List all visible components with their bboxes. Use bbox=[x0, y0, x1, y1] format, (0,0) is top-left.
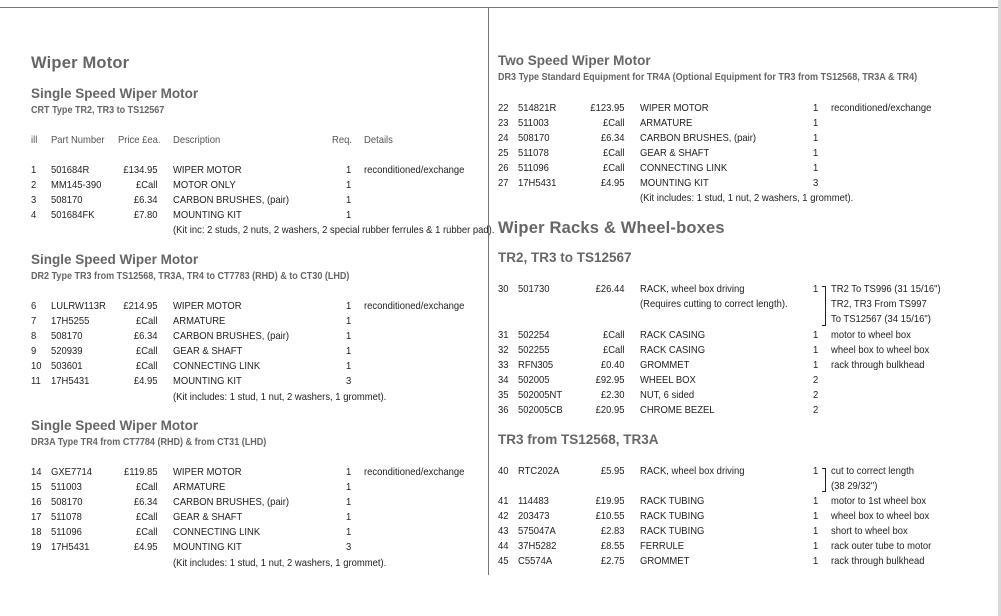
cell-req: 1 bbox=[346, 300, 352, 312]
cell-price: £Call bbox=[602, 117, 625, 129]
cell-req: 1 bbox=[813, 102, 819, 114]
cell-part: MM145-390 bbox=[51, 179, 102, 191]
cell-desc: GEAR & SHAFT bbox=[173, 511, 243, 523]
cell-desc: MOUNTING KIT bbox=[173, 375, 242, 387]
cell-part: LULRW113R bbox=[51, 300, 106, 312]
cell-part: 514821R bbox=[518, 102, 557, 114]
cell-ill: 44 bbox=[498, 540, 509, 552]
cell-req: 1 bbox=[346, 511, 352, 523]
cell-desc: ARMATURE bbox=[640, 117, 693, 129]
cell-ill: 30 bbox=[498, 283, 509, 295]
cell-desc: WIPER MOTOR bbox=[640, 102, 709, 114]
cell-ill: 23 bbox=[498, 117, 509, 129]
cell-part: 511003 bbox=[51, 481, 82, 493]
cell-part: 503601 bbox=[51, 360, 83, 372]
cell-price: £6.34 bbox=[133, 194, 158, 206]
cell-part: C5574A bbox=[518, 555, 553, 567]
header-price: Price £ea. bbox=[118, 134, 161, 146]
cell-price: £2.30 bbox=[600, 389, 625, 401]
cell-price: £4.95 bbox=[133, 375, 158, 387]
cell-details: rack through bulkhead bbox=[831, 359, 925, 371]
cell-req: 1 bbox=[813, 510, 819, 522]
header-req: Req. bbox=[332, 134, 352, 146]
cell-desc: MOUNTING KIT bbox=[640, 177, 709, 189]
cell-part: 502005NT bbox=[518, 389, 563, 401]
header-details: Details bbox=[364, 134, 393, 146]
cell-desc: RACK CASING bbox=[640, 344, 706, 356]
cell-ill: 19 bbox=[31, 541, 42, 553]
cell-desc: MOUNTING KIT bbox=[173, 209, 242, 221]
cell-part: 203473 bbox=[518, 510, 550, 522]
cell-part: 17H5431 bbox=[518, 177, 557, 189]
cell-price: £Call bbox=[135, 345, 158, 357]
cell-details: reconditioned/exchange bbox=[364, 300, 465, 312]
cell-ill: 11 bbox=[31, 375, 41, 387]
top-rule bbox=[0, 7, 1001, 8]
cell-details: wheel box to wheel box bbox=[831, 344, 930, 356]
table-row bbox=[31, 208, 501, 223]
cell-details: cut to correct length bbox=[831, 465, 914, 477]
table-row bbox=[498, 131, 968, 146]
cell-price: £10.55 bbox=[595, 510, 625, 522]
cell-ill: 18 bbox=[31, 526, 42, 538]
cell-details: wheel box to wheel box bbox=[831, 510, 930, 522]
group-title: Single Speed Wiper Motor bbox=[31, 252, 199, 267]
cell-req: 1 bbox=[346, 330, 352, 342]
cell-part: 508170 bbox=[51, 496, 83, 508]
cell-desc: ARMATURE bbox=[173, 315, 226, 327]
cell-price: £Call bbox=[602, 147, 625, 159]
cell-part: 37H5282 bbox=[518, 540, 557, 552]
cell-price: £8.55 bbox=[600, 540, 625, 552]
cell-desc: CHROME BEZEL bbox=[640, 404, 715, 416]
cell-ill: 43 bbox=[498, 525, 509, 537]
cell-details: reconditioned/exchange bbox=[831, 102, 932, 114]
cell-desc: RACK TUBING bbox=[640, 510, 705, 522]
cell-part: 17H5431 bbox=[51, 541, 90, 553]
table-row bbox=[31, 525, 501, 540]
cell-req: 1 bbox=[813, 117, 819, 129]
cell-ill: 17 bbox=[31, 511, 42, 523]
cell-req: 1 bbox=[813, 162, 819, 174]
table-row bbox=[498, 388, 968, 403]
group-title: Two Speed Wiper Motor bbox=[498, 53, 651, 68]
table-row bbox=[31, 495, 501, 510]
group-subtitle: CRT Type TR2, TR3 to TS12567 bbox=[31, 104, 165, 116]
cell-price: £Call bbox=[602, 329, 625, 341]
header-part: Part Number bbox=[51, 134, 105, 146]
cell-ill: 41 bbox=[498, 495, 509, 507]
cell-part: 511003 bbox=[518, 117, 549, 129]
table-row bbox=[498, 161, 968, 176]
cell-ill: 33 bbox=[498, 359, 509, 371]
cell-ill: 27 bbox=[498, 177, 509, 189]
cell-req: 1 bbox=[813, 465, 819, 477]
cell-price: £6.34 bbox=[133, 330, 158, 342]
cell-details: reconditioned/exchange bbox=[364, 466, 465, 478]
header-desc: Description bbox=[173, 134, 221, 146]
cell-details: rack outer tube to motor bbox=[831, 540, 932, 552]
cell-ill: 34 bbox=[498, 374, 509, 386]
cell-ill: 4 bbox=[31, 209, 37, 221]
cell-details: reconditioned/exchange bbox=[364, 164, 465, 176]
cell-part: RTC202A bbox=[518, 465, 560, 477]
cell-req: 2 bbox=[813, 389, 819, 401]
table-row bbox=[31, 193, 501, 208]
header-ill: ill bbox=[31, 134, 38, 146]
cell-desc: CARBON BRUSHES, (pair) bbox=[173, 194, 290, 206]
table-row bbox=[31, 510, 501, 525]
cell-desc: CONNECTING LINK bbox=[173, 526, 261, 538]
cell-ill: 42 bbox=[498, 510, 509, 522]
cell-part: 114483 bbox=[518, 495, 549, 507]
bracket bbox=[822, 468, 826, 492]
cell-desc: WIPER MOTOR bbox=[173, 300, 242, 312]
table-row bbox=[31, 163, 501, 178]
cell-part: 575047A bbox=[518, 525, 556, 537]
cell-ill: 9 bbox=[31, 345, 37, 357]
table-row bbox=[498, 176, 968, 191]
cell-ill: 24 bbox=[498, 132, 509, 144]
cell-desc: CONNECTING LINK bbox=[173, 360, 261, 372]
table-row bbox=[31, 374, 501, 389]
cell-part: 502255 bbox=[518, 344, 550, 356]
cell-req: 3 bbox=[813, 177, 819, 189]
cell-price: £7.80 bbox=[133, 209, 158, 221]
section-title-wiper-racks: Wiper Racks & Wheel-boxes bbox=[498, 219, 725, 237]
cell-req: 1 bbox=[346, 496, 352, 508]
cell-ill: 22 bbox=[498, 102, 509, 114]
table-row bbox=[31, 299, 501, 314]
cell-desc: CARBON BRUSHES, (pair) bbox=[173, 496, 290, 508]
cell-req: 1 bbox=[346, 481, 352, 493]
cell-req: 3 bbox=[346, 375, 352, 387]
cell-part: 502254 bbox=[518, 329, 550, 341]
cell-ill: 26 bbox=[498, 162, 509, 174]
bracket bbox=[822, 286, 826, 326]
table-row bbox=[31, 314, 501, 329]
cell-req: 1 bbox=[346, 345, 352, 357]
table-row bbox=[498, 282, 988, 297]
table-row bbox=[498, 554, 968, 569]
table-row bbox=[498, 146, 968, 161]
cell-price: £6.34 bbox=[600, 132, 625, 144]
cell-part: 502005 bbox=[518, 374, 550, 386]
cell-req: 1 bbox=[346, 360, 352, 372]
cell-price: £4.95 bbox=[133, 541, 158, 553]
table-row bbox=[31, 359, 501, 374]
table-row bbox=[498, 373, 968, 388]
cell-ill: 3 bbox=[31, 194, 37, 206]
cell-req: 1 bbox=[813, 555, 819, 567]
table-row bbox=[498, 539, 968, 554]
cell-desc: GROMMET bbox=[640, 555, 690, 567]
cell-price: £Call bbox=[135, 526, 158, 538]
cell-req: 2 bbox=[813, 404, 819, 416]
cell-part: 501684R bbox=[51, 164, 90, 176]
table-row bbox=[498, 524, 968, 539]
cell-ill: 35 bbox=[498, 389, 509, 401]
cell-part: RFN305 bbox=[518, 359, 554, 371]
table-row bbox=[31, 344, 501, 359]
cell-part: 501730 bbox=[518, 283, 550, 295]
table-row bbox=[498, 358, 968, 373]
table-row bbox=[498, 101, 968, 116]
cell-req: 1 bbox=[813, 329, 819, 341]
table-row bbox=[498, 509, 968, 524]
group-subtitle: DR3A Type TR4 from CT7784 (RHD) & from CT31 (LHD) bbox=[31, 436, 267, 448]
group-title: TR3 from TS12568, TR3A bbox=[498, 432, 659, 447]
cell-req: 1 bbox=[813, 495, 819, 507]
cell-desc: RACK TUBING bbox=[640, 495, 705, 507]
cell-price: £92.95 bbox=[595, 374, 625, 386]
cell-price: £Call bbox=[602, 162, 625, 174]
cell-ill: 45 bbox=[498, 555, 509, 567]
cell-price: £26.44 bbox=[595, 283, 625, 295]
cell-part: 511078 bbox=[51, 511, 82, 523]
cell-desc: CARBON BRUSHES, (pair) bbox=[173, 330, 290, 342]
cell-price: £5.95 bbox=[600, 465, 625, 477]
cell-ill: 36 bbox=[498, 404, 509, 416]
cell-ill: 10 bbox=[31, 360, 42, 372]
table-row bbox=[31, 178, 501, 193]
cell-price: £2.83 bbox=[600, 525, 625, 537]
cell-desc: FERRULE bbox=[640, 540, 685, 552]
cell-ill: 1 bbox=[31, 164, 37, 176]
cell-part: 501684FK bbox=[51, 209, 95, 221]
group-title: TR2, TR3 to TS12567 bbox=[498, 250, 632, 265]
cell-desc: GEAR & SHAFT bbox=[173, 345, 243, 357]
cell-part: GXE7714 bbox=[51, 466, 92, 478]
cell-part: 511096 bbox=[51, 526, 82, 538]
cell-req: 1 bbox=[346, 179, 352, 191]
cell-price: £6.34 bbox=[133, 496, 158, 508]
table-row bbox=[31, 329, 501, 344]
cell-desc: CONNECTING LINK bbox=[640, 162, 728, 174]
cell-part: 511096 bbox=[518, 162, 549, 174]
cell-ill: 8 bbox=[31, 330, 37, 342]
cell-price: £4.95 bbox=[600, 177, 625, 189]
cell-desc: RACK CASING bbox=[640, 329, 706, 341]
cell-part: 17H5255 bbox=[51, 315, 90, 327]
table-row bbox=[498, 116, 968, 131]
cell-details: motor to wheel box bbox=[831, 329, 911, 341]
cell-price: £Call bbox=[135, 481, 158, 493]
cell-part: 520939 bbox=[51, 345, 83, 357]
cell-details: short to wheel box bbox=[831, 525, 908, 537]
cell-req: 1 bbox=[346, 209, 352, 221]
table-row bbox=[498, 403, 968, 418]
cell-req: 1 bbox=[813, 147, 819, 159]
table-row bbox=[31, 465, 501, 480]
cell-req: 1 bbox=[346, 164, 352, 176]
cell-ill: 14 bbox=[31, 466, 42, 478]
cell-ill: 31 bbox=[498, 329, 509, 341]
cell-desc: RACK, wheel box driving bbox=[640, 283, 745, 295]
cell-ill: 16 bbox=[31, 496, 42, 508]
cell-req: 3 bbox=[346, 541, 352, 553]
cell-req: 1 bbox=[813, 344, 819, 356]
table-row bbox=[31, 540, 501, 555]
cell-details: motor to 1st wheel box bbox=[831, 495, 927, 507]
cell-part: 17H5431 bbox=[51, 375, 90, 387]
table-row bbox=[498, 328, 968, 343]
cell-desc: RACK, wheel box driving bbox=[640, 465, 745, 477]
cell-ill: 25 bbox=[498, 147, 509, 159]
cell-ill: 32 bbox=[498, 344, 509, 356]
cell-price: £Call bbox=[135, 315, 158, 327]
cell-desc: WIPER MOTOR bbox=[173, 164, 242, 176]
cell-price: £Call bbox=[135, 511, 158, 523]
cell-price: £2.75 bbox=[600, 555, 625, 567]
cell-req: 1 bbox=[813, 132, 819, 144]
cell-desc: ARMATURE bbox=[173, 481, 226, 493]
cell-price: £Call bbox=[135, 179, 158, 191]
cell-req: 1 bbox=[813, 283, 819, 295]
cell-desc: WHEEL BOX bbox=[640, 374, 696, 386]
cell-price: £Call bbox=[602, 344, 625, 356]
cell-req: 1 bbox=[813, 359, 819, 371]
cell-part: 511078 bbox=[518, 147, 549, 159]
cell-price: £214.95 bbox=[123, 300, 158, 312]
table-row bbox=[498, 464, 988, 479]
cell-req: 1 bbox=[346, 315, 352, 327]
table-row bbox=[31, 480, 501, 495]
cell-part: 502005CB bbox=[518, 404, 563, 416]
cell-ill: 15 bbox=[31, 481, 42, 493]
cell-price: £Call bbox=[135, 360, 158, 372]
cell-price: £19.95 bbox=[595, 495, 625, 507]
cell-price: £119.85 bbox=[124, 466, 158, 478]
cell-ill: 40 bbox=[498, 465, 509, 477]
cell-ill: 2 bbox=[31, 179, 37, 191]
cell-desc: MOUNTING KIT bbox=[173, 541, 242, 553]
cell-req: 2 bbox=[813, 374, 819, 386]
section-title-wiper-motor: Wiper Motor bbox=[31, 54, 130, 72]
cell-req: 1 bbox=[813, 540, 819, 552]
cell-ill: 6 bbox=[31, 300, 37, 312]
cell-desc: MOTOR ONLY bbox=[173, 179, 236, 191]
cell-desc: WIPER MOTOR bbox=[173, 466, 242, 478]
cell-ill: 7 bbox=[31, 315, 37, 327]
cell-req: 1 bbox=[346, 194, 352, 206]
cell-price: £134.95 bbox=[123, 164, 158, 176]
cell-price: £0.40 bbox=[600, 359, 625, 371]
cell-desc: NUT, 6 sided bbox=[640, 389, 695, 401]
cell-desc: GROMMET bbox=[640, 359, 690, 371]
cell-part: 508170 bbox=[518, 132, 550, 144]
cell-details: TR2 To TS996 (31 15/16") bbox=[831, 283, 941, 295]
cell-req: 1 bbox=[346, 526, 352, 538]
cell-details: rack through bulkhead bbox=[831, 555, 925, 567]
table-row bbox=[498, 494, 968, 509]
cell-part: 508170 bbox=[51, 330, 83, 342]
group-subtitle: DR3 Type Standard Equipment for TR4A (Optional Equipment for TR3 from TS12568, TR3A & TR4) bbox=[498, 71, 918, 83]
group-subtitle: DR2 Type TR3 from TS12568, TR3A, TR4 to CT7783 (RHD) & to CT30 (LHD) bbox=[31, 270, 350, 282]
cell-desc: GEAR & SHAFT bbox=[640, 147, 710, 159]
cell-part: 508170 bbox=[51, 194, 83, 206]
cell-desc: RACK TUBING bbox=[640, 525, 705, 537]
cell-price: £20.95 bbox=[595, 404, 625, 416]
table-row bbox=[498, 343, 968, 358]
group-title: Single Speed Wiper Motor bbox=[31, 86, 199, 101]
group-title: Single Speed Wiper Motor bbox=[31, 418, 199, 433]
cell-req: 1 bbox=[346, 466, 352, 478]
cell-req: 1 bbox=[813, 525, 819, 537]
cell-desc: CARBON BRUSHES, (pair) bbox=[640, 132, 757, 144]
cell-price: £123.95 bbox=[590, 102, 625, 114]
